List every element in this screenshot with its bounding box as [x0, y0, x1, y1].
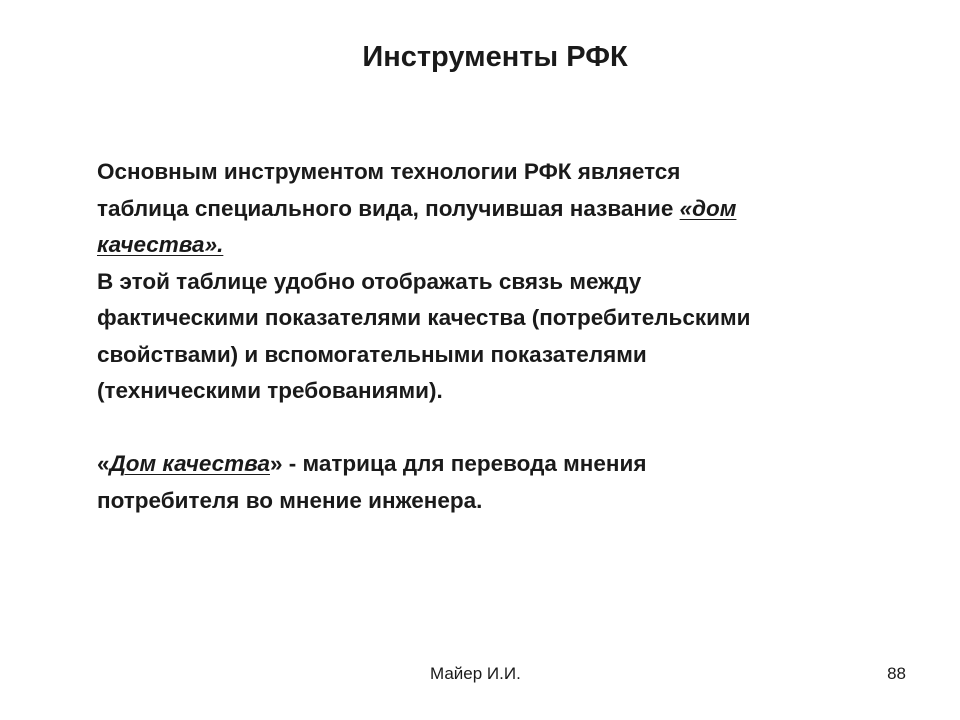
footer-author: Майер И.И.: [430, 664, 521, 683]
house-of-quality-term-part2: качества».: [97, 232, 224, 257]
page-number: 88: [887, 664, 906, 683]
body-line: [97, 264, 897, 301]
open-quote: «: [97, 451, 110, 476]
close-quote: »: [269, 451, 283, 476]
body-line: [97, 300, 897, 337]
definition-term: Дом качества: [109, 451, 270, 476]
definition-text: потребителя во мнение инженера.: [97, 487, 483, 513]
house-of-quality-term-part1: «дом: [679, 195, 737, 221]
body-line-text: В этой таблице удобно отображать связь между: [97, 268, 642, 294]
definition-line: [97, 446, 897, 483]
body-line-text: таблица специального вида, получившая название: [97, 195, 680, 221]
body-line-text: фактическими показателями качества (потребительскими: [97, 305, 751, 330]
body-line: [97, 373, 897, 410]
body-line-text: Основным инструментом технологии РФК является: [97, 159, 681, 184]
definition-line: [97, 483, 897, 520]
body-line: [97, 337, 897, 374]
body-line: [97, 191, 897, 228]
slide-body: [97, 154, 897, 519]
paragraph-spacer: [97, 410, 897, 447]
body-line: [97, 154, 897, 191]
body-line-text: свойствами) и вспомогательными показателями: [97, 341, 647, 367]
definition-text: - матрица для перевода мнения: [282, 451, 647, 476]
body-line-text: (техническими требованиями).: [97, 378, 443, 403]
slide-title: Инструменты РФК: [362, 41, 628, 73]
body-line: [97, 227, 897, 264]
